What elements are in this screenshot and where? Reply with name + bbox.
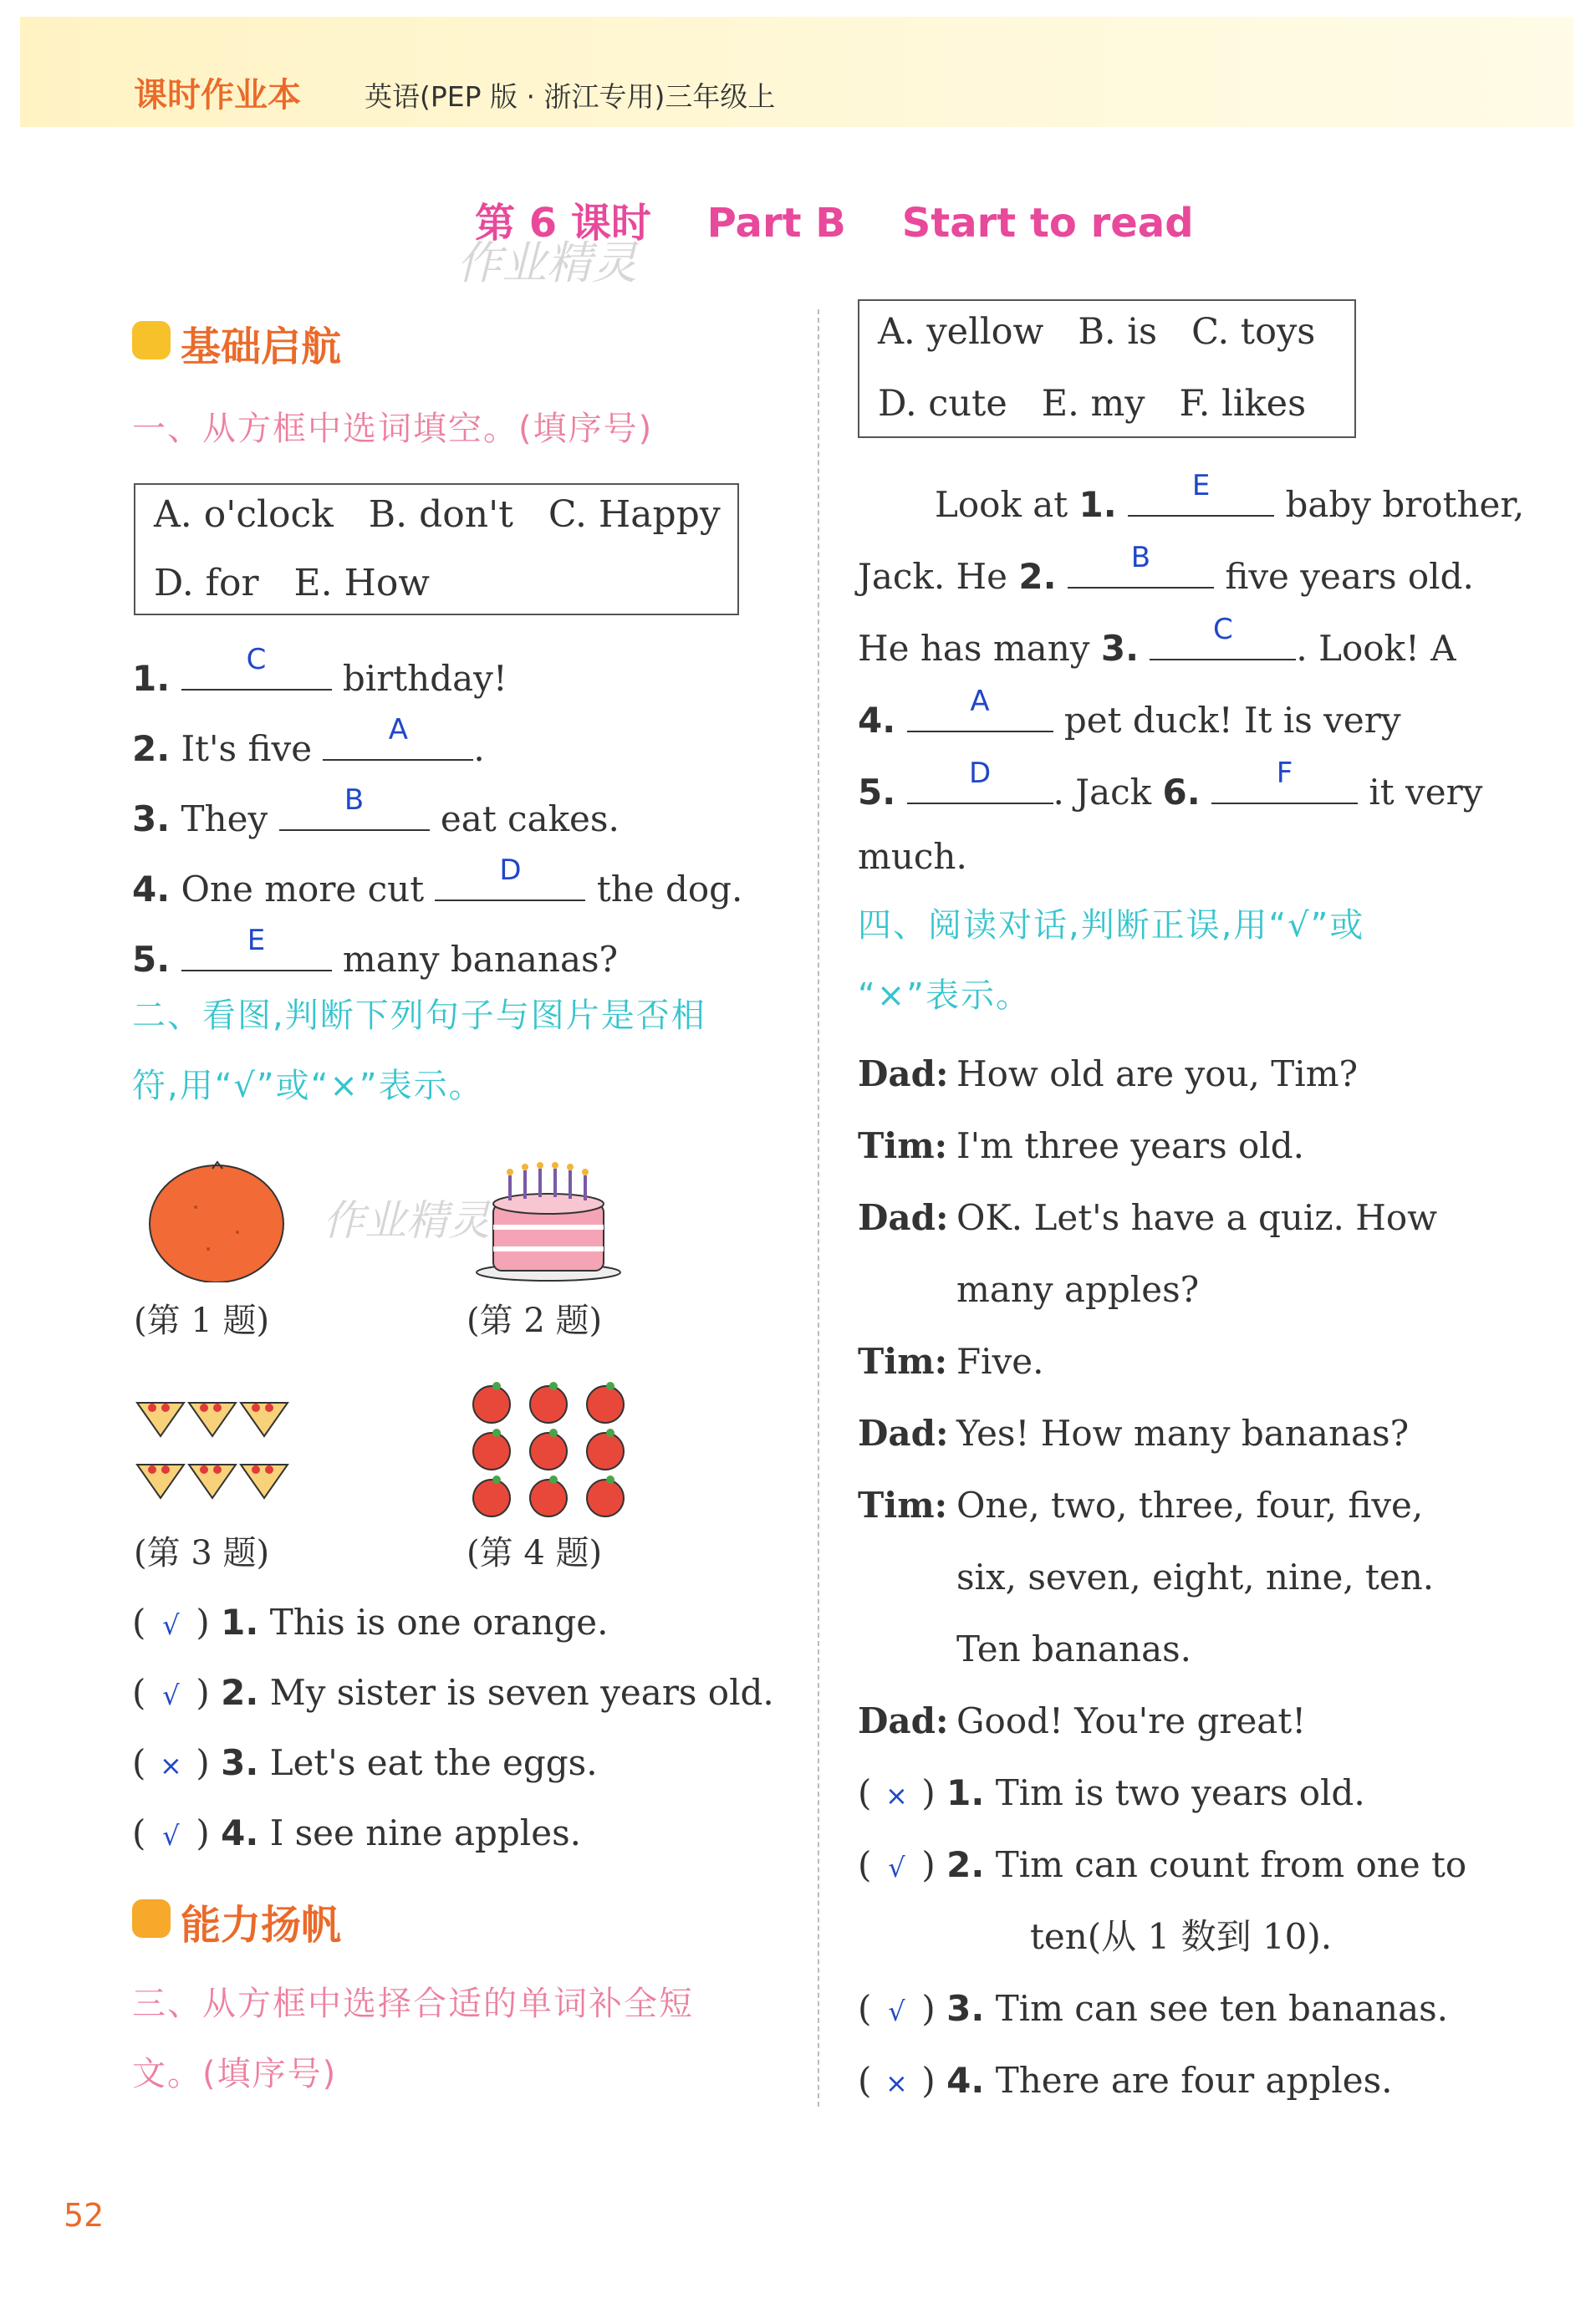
dialogue-line: six, seven, eight, nine, ten. (956, 1557, 1435, 1598)
part1-item-5: 5. E many bananas? (132, 924, 619, 980)
dialogue-line: Ten bananas. (956, 1628, 1192, 1669)
answer-blank: C (181, 652, 332, 691)
part1-instruction: 一、从方框中选词填空。(填序号) (132, 410, 654, 448)
nine-apples-picture (468, 1381, 627, 1523)
dialogue-line: many apples? (956, 1269, 1200, 1310)
dialogue-line: Five. (956, 1341, 1044, 1382)
part2-instruction-line2: 符,用“√”或“×”表示。 (132, 1067, 484, 1105)
part1-item-4: 4. One more cut D the dog. (132, 854, 743, 910)
column-divider (818, 309, 819, 2107)
answer-blank: C (1150, 622, 1296, 660)
birthday-cake-picture (473, 1157, 624, 1282)
passage-line-4: 4. A pet duck! It is very (858, 685, 1401, 741)
part1-item-3: 3. They B eat cakes. (132, 783, 620, 839)
answer-blank: B (279, 793, 430, 831)
cake-slices-picture (134, 1394, 293, 1511)
passage-line-1: Look at 1. E baby brother, (935, 469, 1525, 525)
part1-options-line2: D. for E. How (154, 562, 431, 604)
part4-item-2-continued: ten(从 1 数到 10). (1030, 1916, 1333, 1957)
part4-item-3: ( √ ) 3. Tim can see ten bananas. (858, 1988, 1449, 2029)
answer-blank: A (907, 694, 1053, 732)
picture-caption-1: (第 1 题) (134, 1302, 270, 1340)
picture-caption-4: (第 4 题) (467, 1534, 603, 1572)
answer-blank: A (323, 722, 473, 761)
passage-line-3: He has many 3. C . Look! A (858, 613, 1456, 669)
answer-blank: F (1211, 766, 1358, 804)
speaker-tim: Tim: (858, 1341, 948, 1382)
part1-item-2: 2. It's five A . (132, 713, 485, 769)
sail-icon (132, 1899, 171, 1938)
part2-item-1: ( √ ) 1. This is one orange. (132, 1602, 609, 1643)
watermark: 作业精灵 (323, 1196, 490, 1245)
dialogue-line: OK. Let's have a quiz. How (956, 1197, 1438, 1238)
picture-caption-3: (第 3 题) (134, 1534, 270, 1572)
part2-instruction-line1: 二、看图,判断下列句子与图片是否相 (132, 996, 706, 1035)
book-brand: 课时作业本 (134, 76, 301, 115)
part1-options-line1: A. o'clock B. don't C. Happy (154, 493, 721, 536)
picture-caption-2: (第 2 题) (467, 1302, 603, 1340)
part4-item-4: ( × ) 4. There are four apples. (858, 2060, 1393, 2101)
part4-item-2: ( √ ) 2. Tim can count from one to (858, 1844, 1467, 1885)
part4-instruction-line2: “×”表示。 (858, 976, 1031, 1015)
part2-item-2: ( √ ) 2. My sister is seven years old. (132, 1672, 774, 1713)
dialogue-line: I'm three years old. (956, 1125, 1304, 1166)
speaker-dad: Dad: (858, 1053, 949, 1094)
answer-blank: B (1068, 550, 1214, 589)
dialogue-line: How old are you, Tim? (956, 1053, 1359, 1094)
orange-picture (145, 1157, 288, 1282)
part3-options-line2: D. cute E. my F. likes (878, 383, 1307, 425)
part2-item-4: ( √ ) 4. I see nine apples. (132, 1812, 581, 1853)
section-title-basic: 基础启航 (181, 324, 342, 370)
part1-item-1: 1. C birthday! (132, 643, 507, 699)
dialogue-line: Good! You're great! (956, 1700, 1307, 1741)
passage-line-2: Jack. He 2. B five years old. (858, 541, 1474, 597)
answer-blank: E (1128, 478, 1274, 517)
book-subtitle: 英语(PEP 版 · 浙江专用)三年级上 (365, 80, 776, 113)
speaker-dad: Dad: (858, 1197, 949, 1238)
passage-line-5: 5. D . Jack 6. F it very (858, 757, 1483, 813)
watermark: 作业精灵 (456, 237, 637, 289)
lesson-title: 第 6 课时 Part B Start to read (475, 200, 1194, 247)
speaker-tim: Tim: (858, 1485, 948, 1526)
rocket-icon (132, 321, 171, 359)
answer-blank: D (907, 766, 1053, 804)
dialogue-line: One, two, three, four, five, (956, 1485, 1424, 1526)
part4-instruction-line1: 四、阅读对话,判断正误,用“√”或 (858, 906, 1365, 945)
dialogue-line: Yes! How many bananas? (956, 1413, 1410, 1454)
passage-line-6: much. (858, 836, 967, 877)
answer-blank: E (181, 933, 332, 971)
section-title-ability: 能力扬帆 (181, 1902, 342, 1949)
speaker-dad: Dad: (858, 1700, 949, 1741)
part2-item-3: ( × ) 3. Let's eat the eggs. (132, 1742, 598, 1783)
part1-word-box (134, 483, 739, 615)
part3-instruction-line1: 三、从方框中选择合适的单词补全短 (132, 1985, 694, 2023)
answer-blank: D (435, 863, 585, 901)
part3-word-box (858, 299, 1356, 438)
speaker-tim: Tim: (858, 1125, 948, 1166)
page-number: 52 (64, 2197, 105, 2234)
part4-item-1: ( × ) 1. Tim is two years old. (858, 1772, 1365, 1813)
part3-options-line1: A. yellow B. is C. toys (878, 311, 1316, 353)
part3-instruction-line2: 文。(填序号) (132, 2055, 338, 2093)
speaker-dad: Dad: (858, 1413, 949, 1454)
